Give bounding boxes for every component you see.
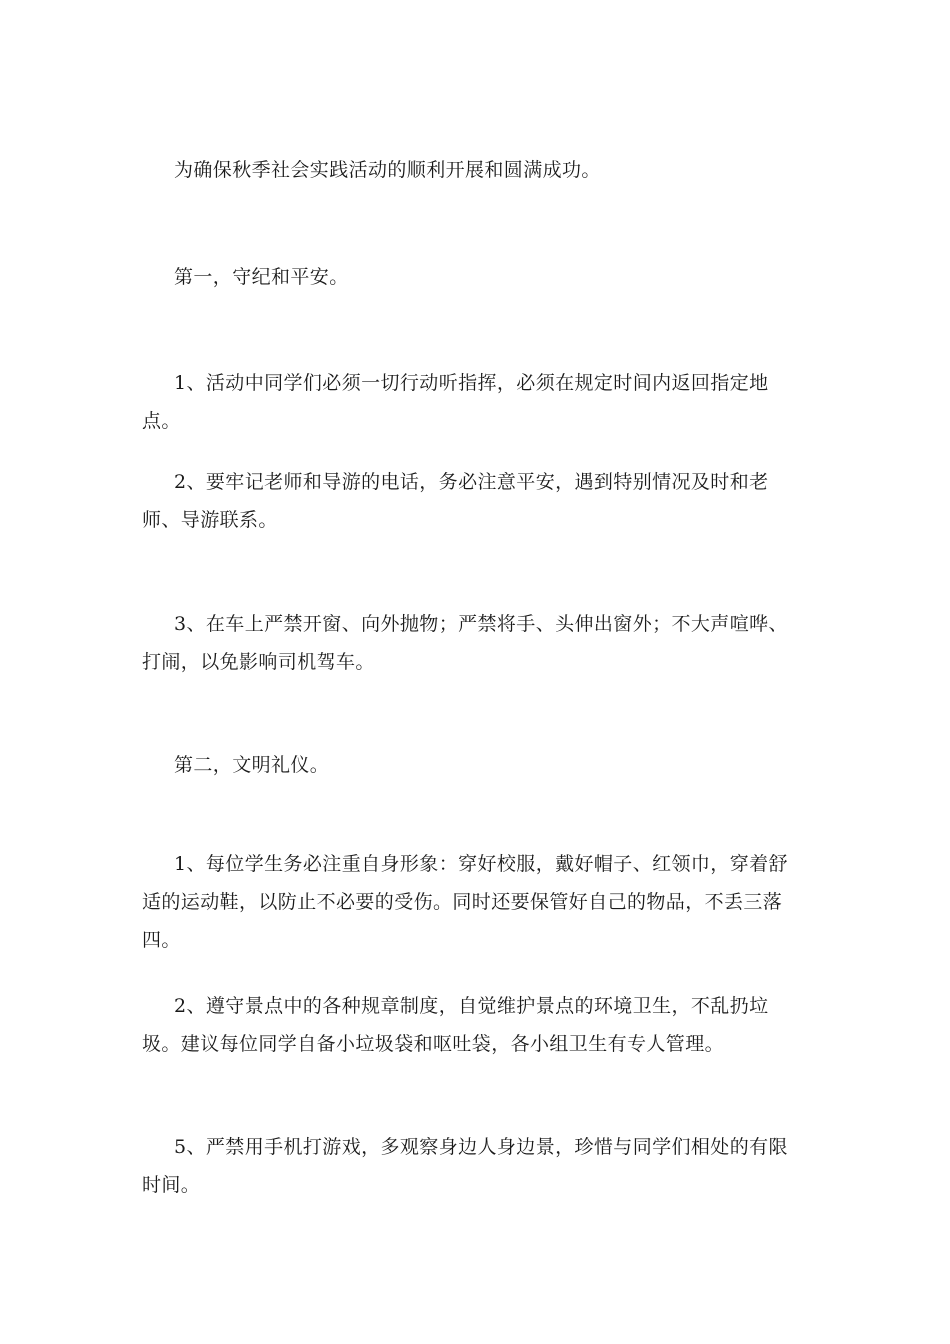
intro-paragraph: 为确保秋季社会实践活动的顺利开展和圆满成功。 bbox=[174, 159, 601, 181]
rule-paragraph: 2、要牢记老师和导游的电话，务必注意平安，遇到特别情况及时和老师、导游联系。 bbox=[142, 471, 769, 531]
rule-paragraph: 2、遵守景点中的各种规章制度，自觉维护景点的环境卫生，不乱扔垃圾。建议每位同学自备小垃圾袋和呕吐袋，各小组卫生有专人管理。 bbox=[142, 995, 769, 1055]
rule-paragraph: 3、在车上严禁开窗、向外抛物；严禁将手、头伸出窗外；不大声喧哗、打闹，以免影响司机驾车。 bbox=[142, 613, 788, 673]
section-heading-discipline-safety: 第一，守纪和平安。 bbox=[174, 266, 349, 288]
section-heading-civility: 第二，文明礼仪。 bbox=[174, 754, 330, 776]
rule-paragraph: 1、活动中同学们必须一切行动听指挥，必须在规定时间内返回指定地点。 bbox=[142, 372, 769, 432]
rule-paragraph: 1、每位学生务必注重自身形象：穿好校服，戴好帽子、红领巾，穿着舒适的运动鞋，以防止不必要的受伤。同时还要保管好自己的物品，不丢三落四。 bbox=[142, 853, 788, 951]
rule-paragraph: 5、严禁用手机打游戏，多观察身边人身边景，珍惜与同学们相处的有限时间。 bbox=[142, 1136, 788, 1196]
